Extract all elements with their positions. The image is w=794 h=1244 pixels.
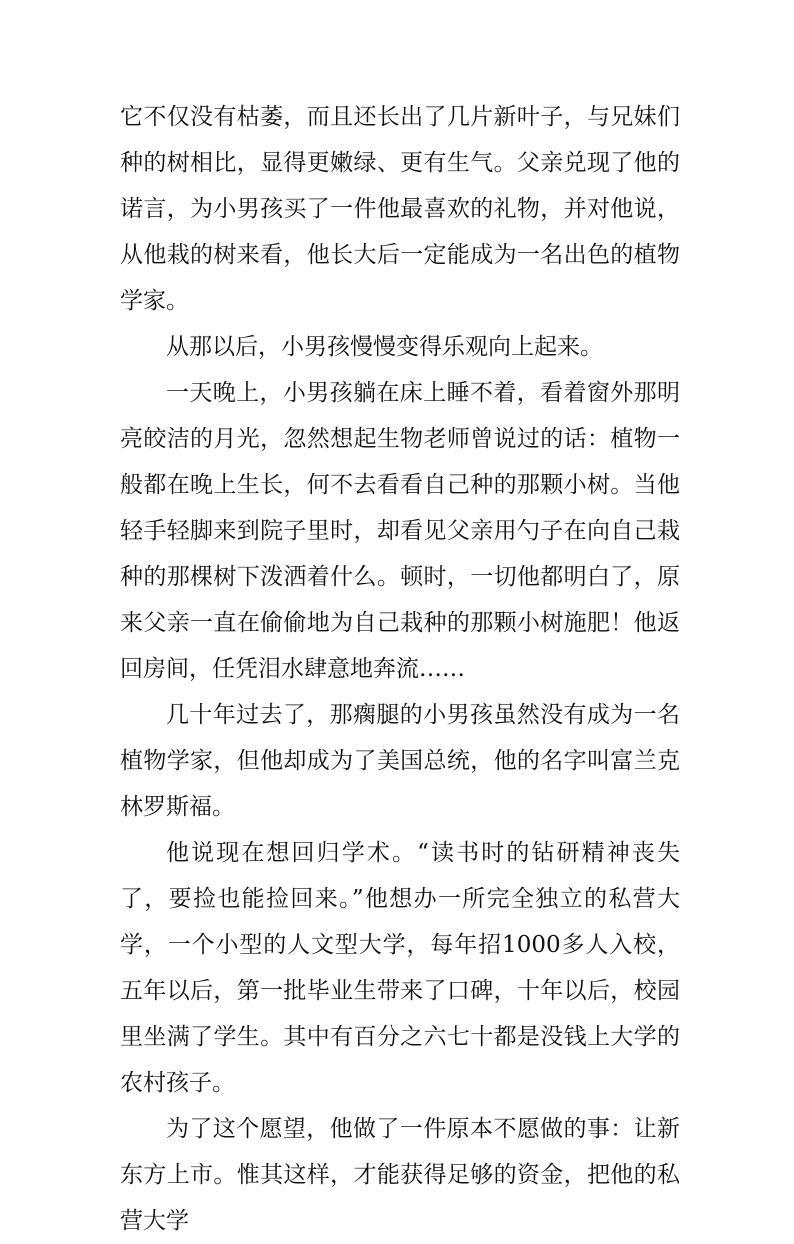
paragraph-4: 几十年过去了，那瘸腿的小男孩虽然没有成为一名植物学家，但他却成为了美国总统，他的名字叫富兰克林罗斯福。 — [120, 702, 680, 820]
paragraph-3: 一天晚上，小男孩躺在床上睡不着，看着窗外那明亮皎洁的月光，忽然想起生物老师曾说过的话：植物一般都在晚上生长，何不去看看自己种的那颗小树。当他轻手轻脚来到院子里时，却看见父亲用勺子在向自己栽种的那棵树下泼洒着什么。顿时，一切他都明白了，原来父亲一直在偷偷地为自己栽种的那颗小树施肥！他返回房间，任凭泪水肆意地奔流…… — [120, 380, 680, 682]
body-text — [120, 94, 680, 1244]
paragraph-2: 从那以后，小男孩慢慢变得乐观向上起来。 — [166, 334, 603, 360]
paragraph-6: 为了这个愿望，他做了一件原本不愿做的事：让新东方上市。惟其这样，才能获得足够的资金，把他的私营大学 — [120, 1116, 680, 1234]
paragraph-1: 它不仅没有枯萎，而且还长出了几片新叶子，与兄妹们种的树相比，显得更嫩绿、更有生气。父亲兑现了他的诺言，为小男孩买了一件他最喜欢的礼物，并对他说，从他栽的树来看，他长大后一定能成为一名出色的植物学家。 — [120, 104, 680, 314]
paragraph-5: 他说现在想回归学术。“读书时的钻研精神丧失了，要捡也能捡回来。”他想办一所完全独立的私营大学，一个小型的人文型大学，每年招1000多人入校，五年以后，第一批毕业生带来了口碑，十年以后，校园里坐满了学生。其中有百分之六七十都是没钱上大学的农村孩子。 — [120, 840, 680, 1096]
